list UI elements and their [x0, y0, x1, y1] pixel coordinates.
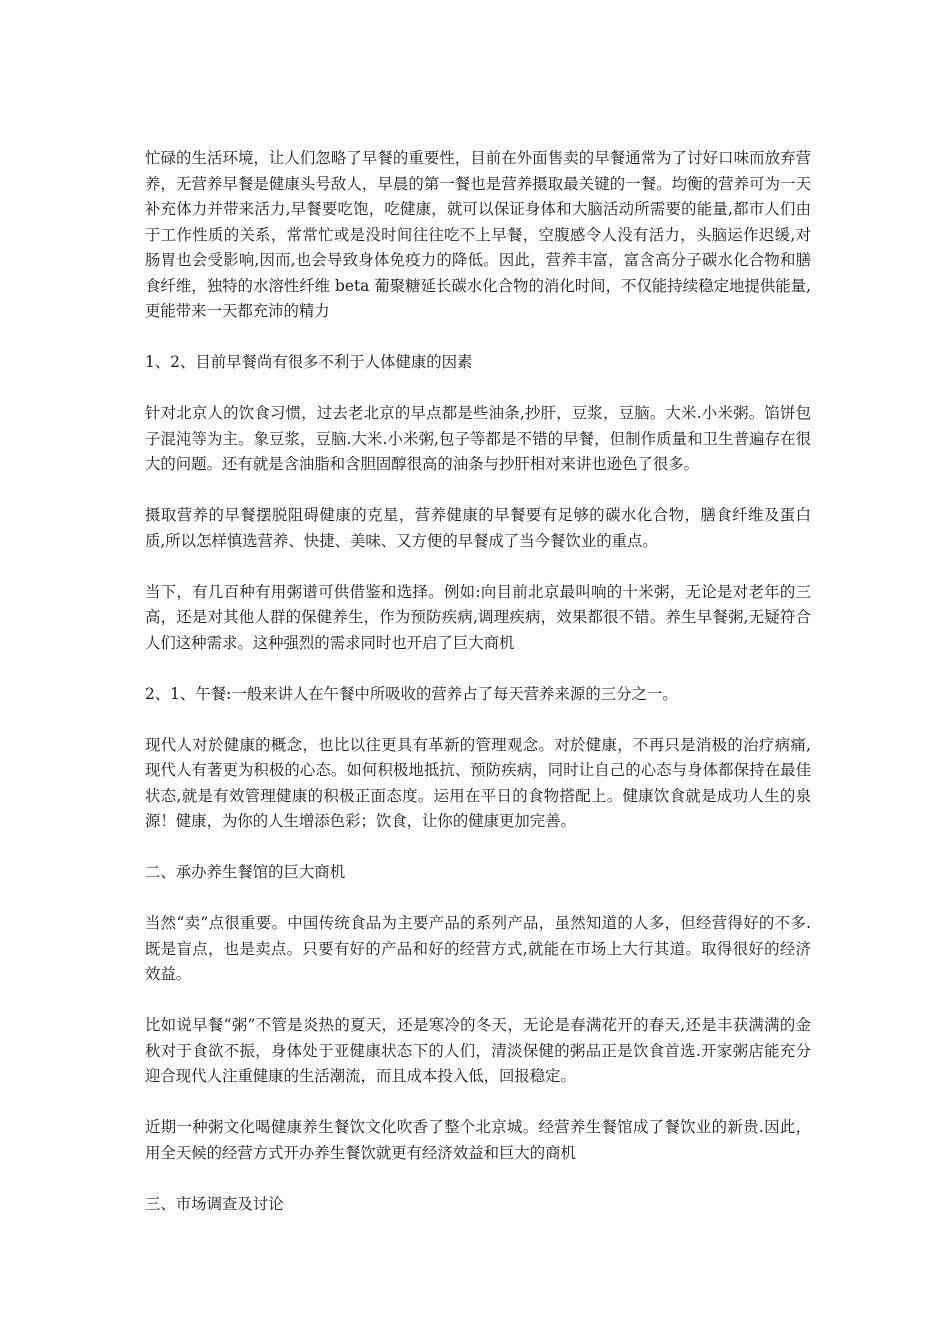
- health-concept-paragraph: 现代人对於健康的概念，也比以往更具有革新的管理观念。对於健康，不再只是消极的治疗病痛,现代人有著更为积极的心态。如何积极地抵抗、预防疾病，同时让自己的心态与身体都保持在最佳状态,就是有效管理健康的积极正面态度。运用在平日的食物搭配上。健康饮食就是成功人生的泉源！健康，为你的人生增添色彩；饮食，让你的健康更加完善。: [145, 735, 811, 830]
- section-heading-market-research: 三、市场调查及讨论: [145, 1194, 284, 1213]
- section-heading-lunch: 2、1、午餐:一般来讲人在午餐中所吸收的营养占了每天营养来源的三分之一。: [145, 684, 678, 703]
- section-heading-breakfast-factors: 1、2、目前早餐尚有很多不利于人体健康的因素: [145, 353, 473, 371]
- selling-point-paragraph: 当然“卖”点很重要。中国传统食品为主要产品的系列产品，虽然知道的人多，但经营得好的不多.既是盲点，也是卖点。只要有好的产品和好的经营方式,就能在市场上大行其道。取得很好的经济效益。: [145, 914, 811, 983]
- porridge-example-paragraph: 比如说早餐“粥”不管是炎热的夏天，还是寒冷的冬天，无论是春满花开的春天,还是丰获满满的金秋对于食欲不振，身体处于亚健康状态下的人们，清淡保健的粥品正是饮食首选.开家粥店能充分迎合现代人注重健康的生活潮流，而且成本投入低，回报稳定。: [145, 1016, 811, 1085]
- section-heading-business-opportunity: 二、承办养生餐馆的巨大商机: [145, 863, 346, 881]
- nutrition-breakfast-paragraph: 摄取营养的早餐摆脱阻碍健康的克星，营养健康的早餐要有足够的碳水化合物，膳食纤维及蛋白质,所以怎样慎选营养、快捷、美味、又方便的早餐成了当今餐饮业的重点。: [145, 506, 811, 550]
- intro-paragraph: 忙碌的生活环境，让人们忽略了早餐的重要性，目前在外面售卖的早餐通常为了讨好口味而放弃营养，无营养早餐是健康头号敌人，早晨的第一餐也是营养摄取最关键的一餐。均衡的营养可为一天补充体力并带来活力,早餐要吃饱，吃健康，就可以保证身体和大脑活动所需要的能量,都市人们由于工作性质的关系，常常忙或是没时间往往吃不上早餐，空腹感令人没有活力，头脑运作迟缓,对肠胃也会受影响,因而,也会导致身体免疫力的降低。因此，营养丰富，富含高分子碳水化合物和膳食纤维，独特的水溶性纤维 beta 葡聚糖延长碳水化合物的消化时间，不仅能持续稳定地提供能量,更能带来一天都充沛的精力: [145, 149, 811, 320]
- porridge-culture-paragraph: 近期一种粥文化喝健康养生餐饮文化吹香了整个北京城。经营养生餐馆成了餐饮业的新贵.因此，用全天候的经营方式开办养生餐饮就更有经济效益和巨大的商机: [145, 1118, 811, 1162]
- beijing-breakfast-paragraph: 针对北京人的饮食习惯，过去老北京的早点都是些油条,抄肝，豆浆，豆脑。大米.小米粥。馅饼包子混沌等为主。象豆浆，豆脑.大米.小米粥,包子等都是不错的早餐，但制作质量和卫生普遍存在很大的问题。还有就是含油脂和含胆固醇很高的油条与抄肝相对来讲也逊色了很多。: [145, 404, 811, 473]
- porridge-recipes-paragraph: 当下，有几百种有用粥谱可供借鉴和选择。例如:向目前北京最叫响的十米粥，无论是对老年的三高，还是对其他人群的保健养生，作为预防疾病,调理疾病，效果都很不错。养生早餐粥,无疑符合人们这种需求。这种强烈的需求同时也开启了巨大商机: [145, 582, 811, 652]
- document-body: [145, 146, 811, 1243]
